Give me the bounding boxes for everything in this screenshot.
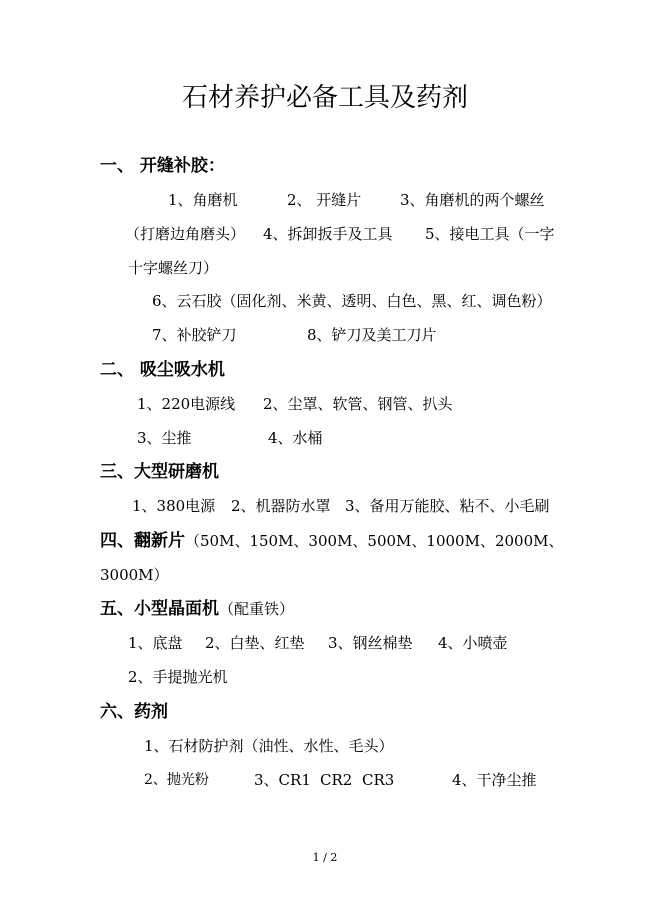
list-item: 2、 开缝片: [287, 191, 362, 209]
list-item: 8、铲刀及美工刀片: [307, 326, 437, 344]
list-item: CR3: [362, 771, 395, 789]
list-item: 3、尘推: [137, 429, 192, 447]
list-item: 2、尘罩、软管、钢管、扒头: [263, 395, 453, 413]
list-item: 4、水桶: [268, 429, 323, 447]
list-item: 3、角磨机的两个螺丝: [400, 191, 545, 209]
list-item: 2、白垫、红垫: [205, 634, 305, 652]
document-title: 石材养护必备工具及药剂: [181, 83, 468, 113]
section-heading-3: 三、大型研磨机: [100, 462, 219, 482]
list-item: 1、220电源线: [137, 395, 236, 413]
list-item: 6、云石胶（固化剂、米黄、透明、白色、黑、红、调色粉）: [152, 292, 552, 310]
section-heading-1: 一、 开缝补胶：: [100, 156, 225, 176]
list-item-continuation: （打磨边角磨头）: [125, 225, 246, 243]
list-item: 1、底盘: [128, 634, 183, 652]
list-item: 2、抛光粉: [144, 772, 209, 788]
list-item: 3、备用万能胶、粘不、小毛刷: [345, 497, 550, 515]
list-item: 4、拆卸扳手及工具: [263, 225, 393, 243]
list-item: 7、补胶铲刀: [152, 326, 237, 344]
section-note: （配重铁）: [219, 600, 295, 618]
section-heading-text: 五、小型晶面机: [100, 599, 219, 619]
list-item: CR2: [320, 771, 353, 789]
section-heading-5: [100, 597, 294, 621]
list-item: 1、角磨机: [168, 191, 238, 209]
list-item: 3、钢丝棉垫: [328, 634, 413, 652]
list-item: 1、石材防护剂（油性、水性、毛头）: [144, 737, 394, 755]
section-note: （50M、150M、300M、500M、1000M、2000M、: [185, 532, 564, 550]
list-item-continuation: 十字螺丝刀）: [128, 259, 219, 277]
list-item: 2、机器防水罩: [231, 497, 331, 515]
list-item: 2、手提抛光机: [128, 668, 228, 686]
section-heading-4: [100, 529, 563, 553]
list-item: 4、干净尘推: [452, 771, 537, 789]
section-heading-6: 六、药剂: [100, 702, 168, 722]
section-heading-text: 四、翻新片: [100, 531, 185, 551]
section-heading-2: 二、 吸尘吸水机: [100, 360, 225, 380]
section-note-continuation: 3000M）: [100, 566, 169, 584]
list-item: 1、380电源: [132, 497, 216, 515]
list-item: 3、CR1: [254, 771, 311, 789]
list-item: 4、小喷壶: [438, 634, 508, 652]
page-number: 1 / 2: [312, 851, 338, 864]
list-item: 5、接电工具（一字: [425, 225, 555, 243]
